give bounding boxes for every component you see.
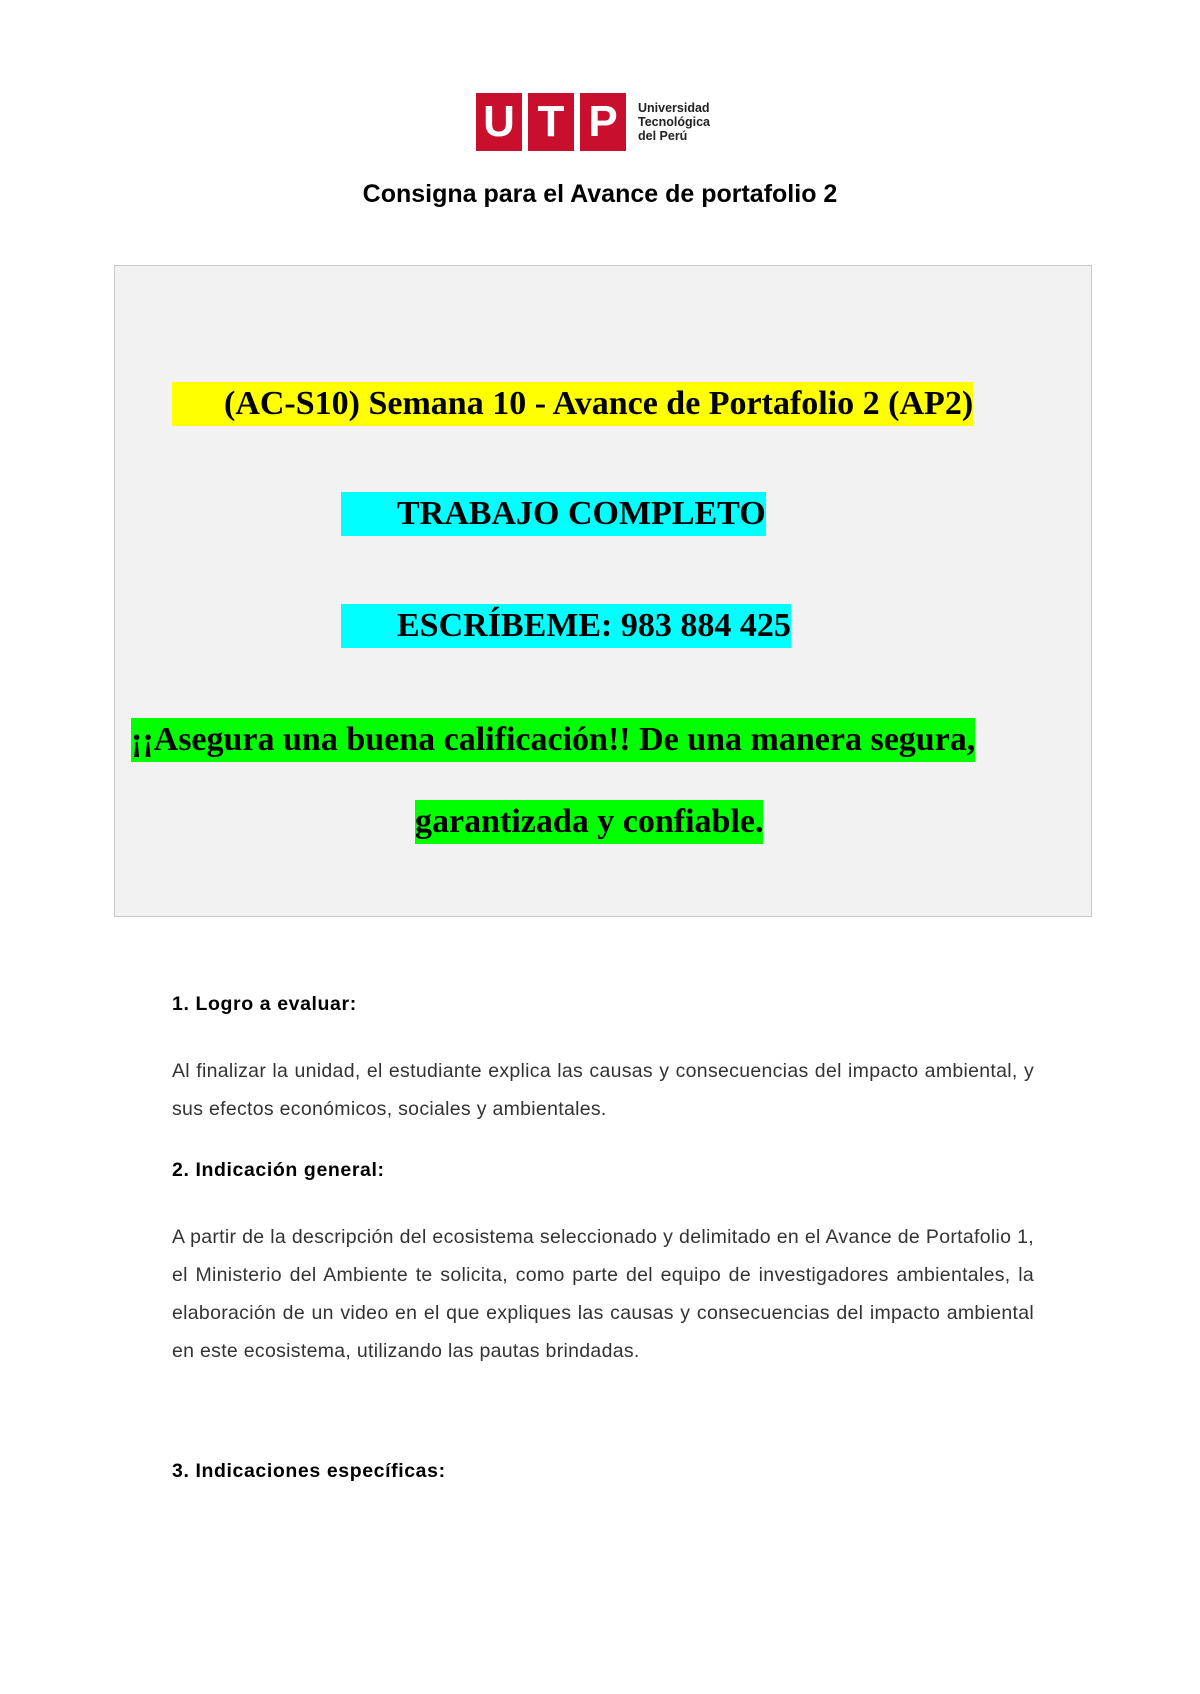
panel-line-complete: TRABAJO COMPLETO [341,492,766,536]
panel-line-promo-2: garantizada y confiable. [415,800,763,844]
section-1-heading: 1. Logro a evaluar: [172,993,357,1015]
logo-letter-p: P [588,97,618,146]
highlight-panel [114,265,1092,917]
logo-letters [476,93,626,151]
logo-line-1: Universidad [638,101,710,115]
logo-letter-u: U [483,97,515,146]
utp-logo [476,91,710,153]
logo-letter-t: T [537,97,565,146]
section-1-body: Al finalizar la unidad, el estudiante explica las causas y consecuencias del impacto ambiental, y sus efectos económicos, sociales y ambientales. [172,1060,1034,1120]
panel-line-contact: ESCRÍBEME: 983 884 425 [341,604,791,648]
document-title: Consigna para el Avance de portafolio 2 [362,180,838,208]
section-2-body: A partir de la descripción del ecosistema seleccionado y delimitado en el Avance de Portafolio 1, el Ministerio del Ambiente te solicita, como parte del equipo de investigadores ambientales, la elaboración de un video en el que expliques las causas y consecuencias del impacto ambiental en este ecosistema, utilizando las pautas brindadas. [172,1226,1034,1362]
panel-line-promo: ¡¡Asegura una buena calificación!! De una manera segura, [131,718,975,762]
section-3-heading: 3. Indicaciones específicas: [172,1460,446,1482]
section-2-heading: 2. Indicación general: [172,1159,385,1181]
logo-line-2: Tecnológica [638,115,711,129]
logo-line-3: del Perú [638,129,688,143]
panel-line-activity: (AC-S10) Semana 10 - Avance de Portafolio 2 (AP2) [172,382,973,426]
logo-text [638,101,710,143]
